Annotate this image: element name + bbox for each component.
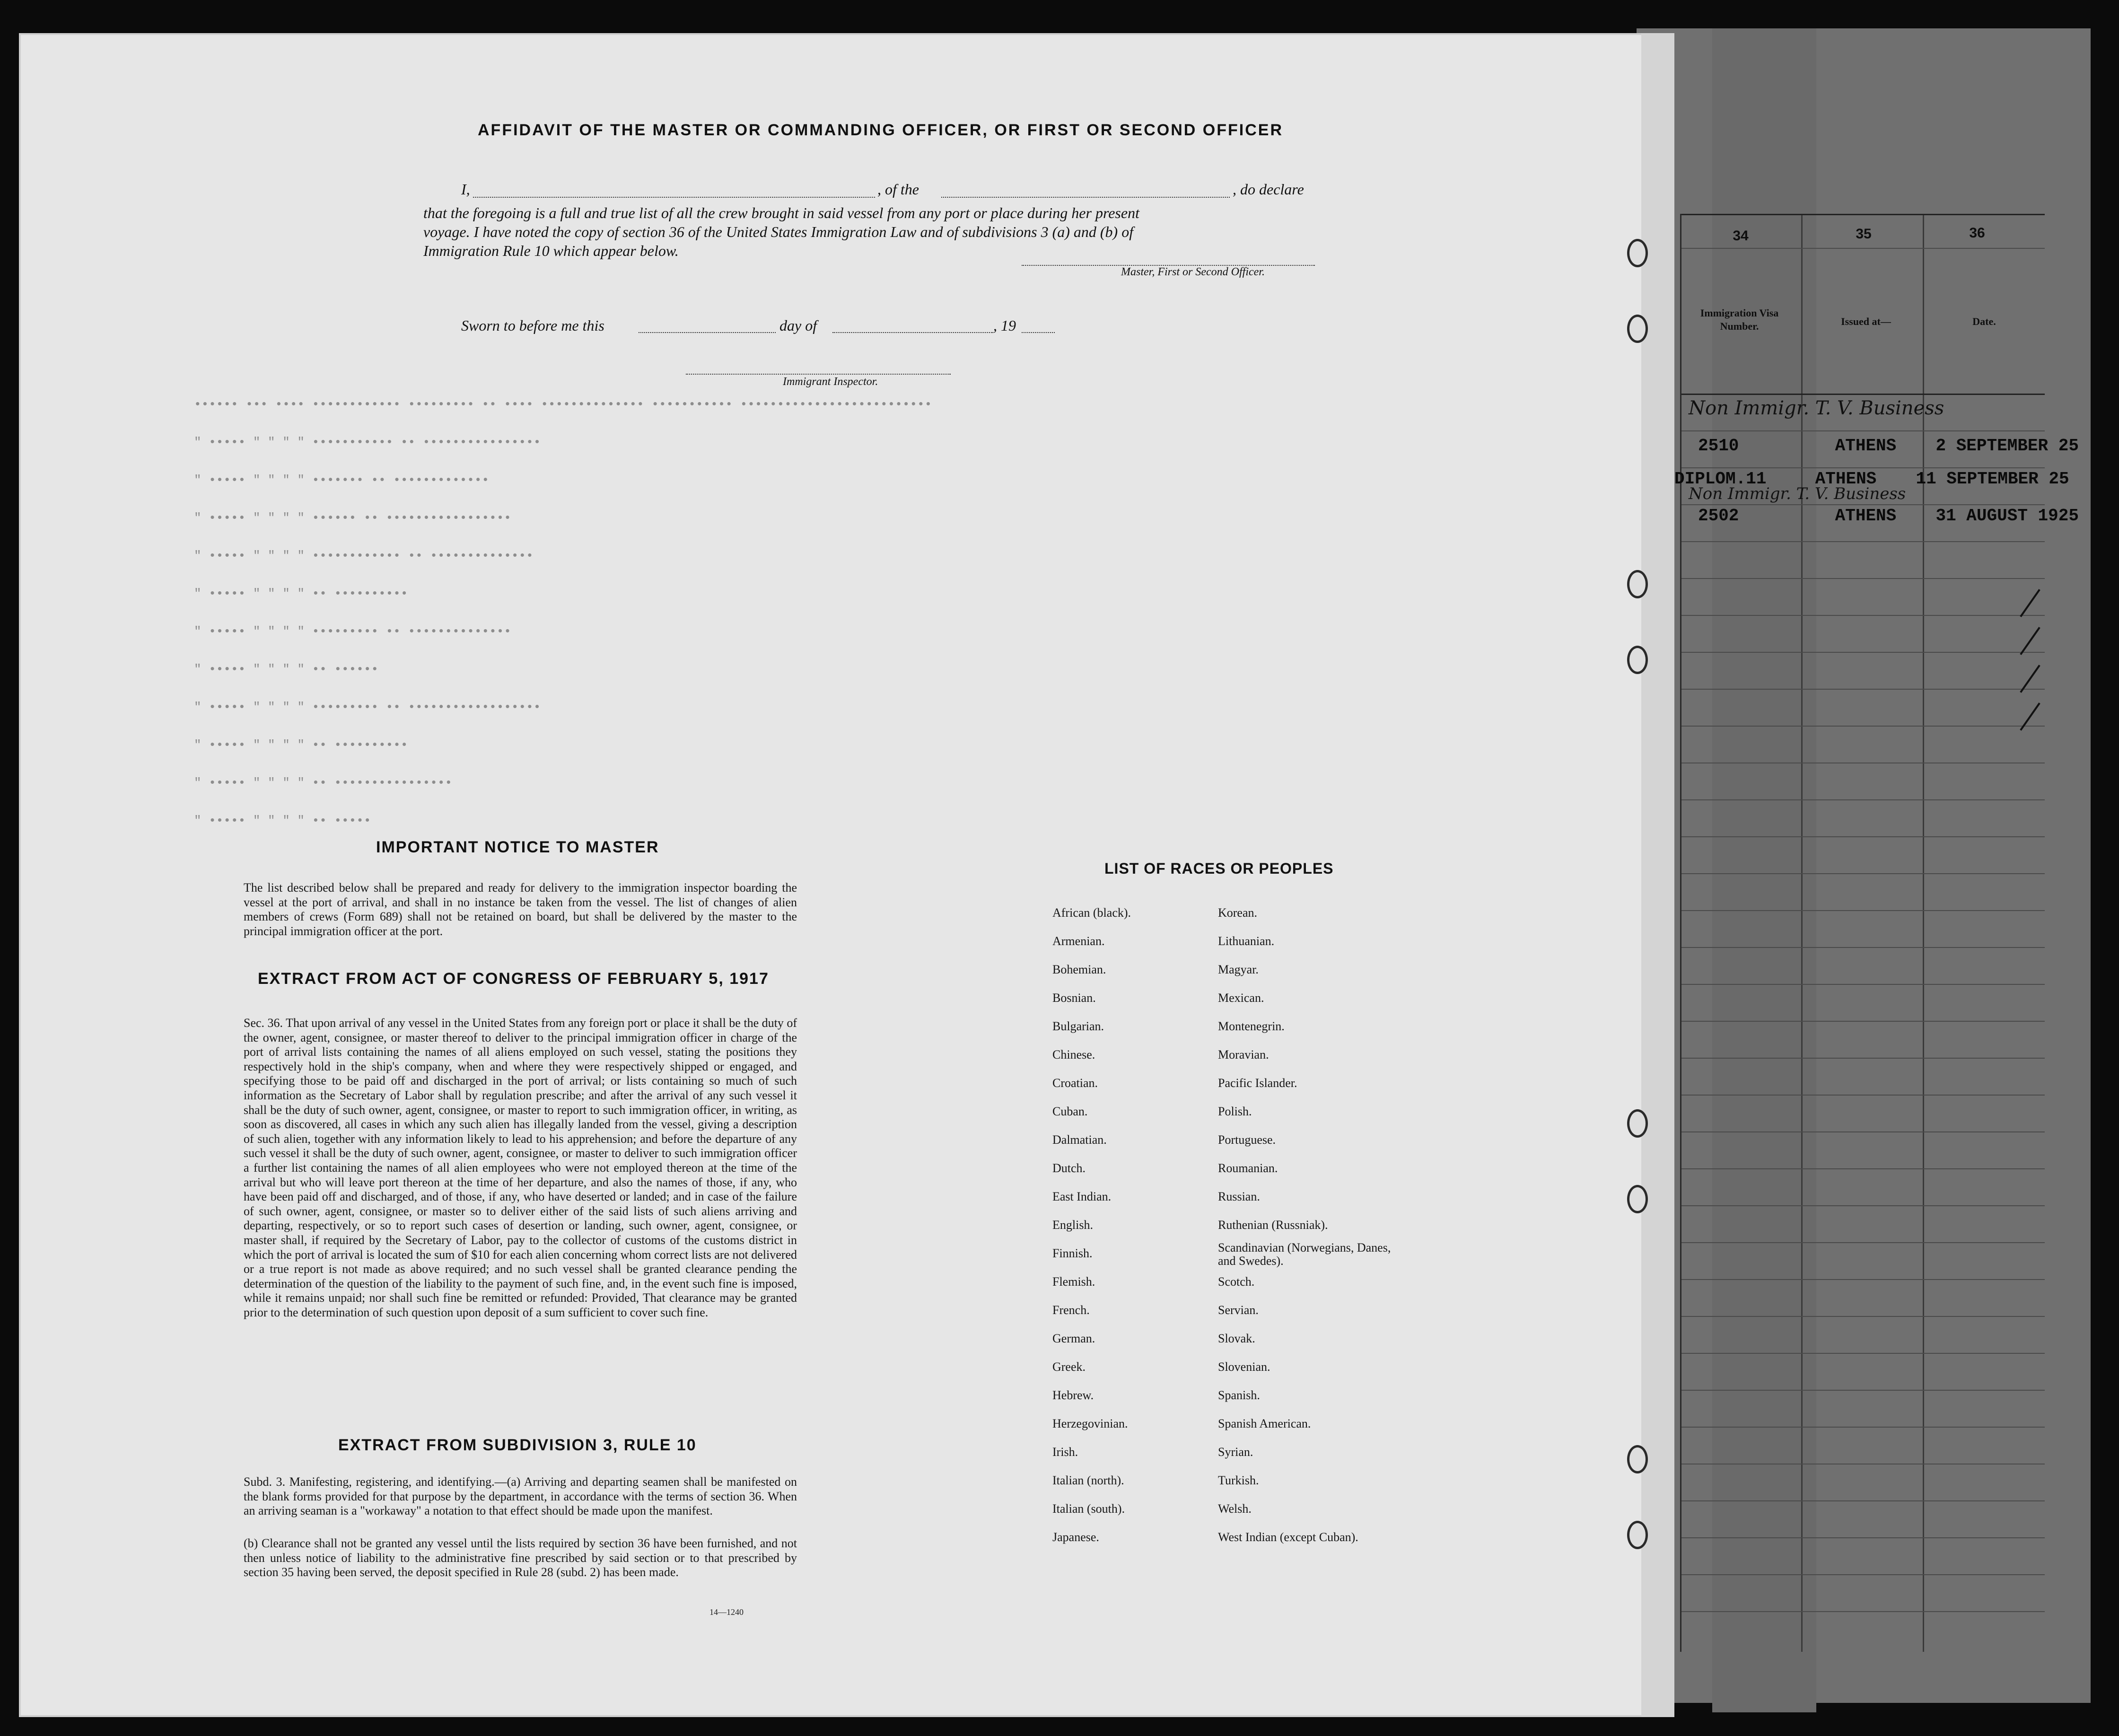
race-item: Flemish.	[1052, 1275, 1095, 1289]
grid-row-line	[1681, 1242, 2045, 1243]
column-header-date: Date.	[1972, 316, 1996, 327]
race-item: Turkish.	[1218, 1473, 1259, 1487]
bleed-through-text: " ••••• " " " " •• ••••••••••	[194, 738, 408, 752]
sworn-year-label: , 19	[993, 317, 1016, 334]
race-item: Greek.	[1052, 1360, 1086, 1374]
race-item: Slovenian.	[1218, 1360, 1270, 1374]
column-number-35: 35	[1856, 226, 1872, 242]
grid-row-line	[1681, 615, 2045, 616]
visa-row	[1698, 506, 2079, 526]
grid-row-line	[1681, 726, 2045, 727]
grid-row-line	[1681, 910, 2045, 911]
declare-label: , do declare	[1233, 181, 1304, 198]
race-item: African (black).	[1052, 906, 1131, 920]
race-item: German.	[1052, 1332, 1095, 1345]
grid-row-line	[1681, 1205, 2045, 1206]
race-item: Pacific Islander.	[1218, 1076, 1297, 1090]
binder-hole	[1627, 1445, 1648, 1473]
visa-place: ATHENS	[1835, 436, 1897, 456]
race-item: Slovak.	[1218, 1332, 1255, 1345]
handwritten-non-immigrant-note: Non Immigr. T. V. Business	[1689, 484, 1906, 503]
handwritten-non-immigrant-note: Non Immigr. T. V. Business	[1689, 397, 1944, 419]
race-item: Irish.	[1052, 1445, 1078, 1459]
race-item: Syrian.	[1218, 1445, 1253, 1459]
binder-hole	[1627, 1109, 1648, 1138]
visa-date: 2 SEPTEMBER 25	[1935, 436, 2079, 456]
sworn-month-blank	[832, 332, 993, 333]
visa-place: ATHENS	[1835, 506, 1897, 526]
race-item: Armenian.	[1052, 934, 1105, 948]
visa-number: 2510	[1698, 436, 1739, 456]
visa-date: 11 SEPTEMBER 25	[1916, 469, 2069, 489]
column-number-34: 34	[1733, 228, 1749, 244]
race-item: Bosnian.	[1052, 991, 1096, 1005]
subdivision-3b-text: (b) Clearance shall not be granted any vessel until the lists required by section 36 have been furnished, and not then unless notice of liability to the administrative fine prescribed by said section or to that prescribed by section 35 having been served, the deposit specified in Rule 28 (subd. 2) has been made.	[244, 1536, 797, 1579]
bleed-through-text: " ••••• " " " " •• ••••••••••	[194, 587, 408, 601]
binder-hole	[1627, 239, 1648, 267]
visa-columns-grid	[1680, 214, 2045, 1652]
grid-row-line	[1681, 248, 2045, 249]
visa-number: 2502	[1698, 506, 1739, 526]
race-item: Italian (south).	[1052, 1502, 1125, 1516]
race-item: Bohemian.	[1052, 963, 1106, 976]
grid-row-line	[1681, 799, 2045, 800]
grid-row-line	[1681, 467, 2045, 468]
race-item: Russian.	[1218, 1190, 1260, 1203]
visa-number: DIPLOM.11	[1674, 469, 1767, 489]
race-item: Montenegrin.	[1218, 1019, 1285, 1033]
inspector-label: Immigrant Inspector.	[783, 376, 878, 388]
bleed-through-text: " ••••• " " " " ••••••••• •• ••••••••••••••	[194, 624, 511, 639]
grid-row-line	[1681, 1279, 2045, 1280]
inspector-signature-blank	[686, 374, 951, 375]
column-number-36: 36	[1969, 225, 1985, 241]
race-item: Polish.	[1218, 1105, 1252, 1118]
race-item: Herzegovinian.	[1052, 1417, 1128, 1430]
subdivision-3a-text: Subd. 3. Manifesting, registering, and identifying.—(a) Arriving and departing seamen shall be manifested on the blank forms provided for that purpose by the department, in accordance with the terms of section 36. When an arriving seaman is a "workaway" a notation to that effect should be made upon the manifest.	[244, 1475, 797, 1518]
affidavit-text-line: that the foregoing is a full and true list of all the crew brought in said vessel from any port or place during her present	[423, 204, 1139, 221]
grid-row-line	[1681, 394, 2045, 395]
binder-hole	[1627, 1521, 1648, 1549]
race-item: Italian (north).	[1052, 1473, 1124, 1487]
race-item: Bulgarian.	[1052, 1019, 1104, 1033]
notice-text: The list described below shall be prepared and ready for delivery to the immigration inspector boarding the vessel at the port of arrival, and shall in no instance be taken from the vessel. The list of changes of alien members of crews (Form 689) shall not be retained on board, but shall be delivered by the master to the principal immigration officer at the port.	[244, 881, 797, 938]
column-header-issued-at: Issued at—	[1841, 316, 1891, 327]
bleed-through-text: " ••••• " " " " •••••• •• •••••••••••••••••	[194, 511, 511, 525]
column-header-visa-number: Immigration Visa Number.	[1700, 307, 1779, 332]
sworn-day-blank	[639, 332, 776, 333]
affidavit-title: AFFIDAVIT OF THE MASTER OR COMMANDING OFFICER, OR FIRST OR SECOND OFFICER	[478, 121, 1283, 139]
grid-row-line	[1681, 504, 2045, 505]
sworn-day-label: day of	[779, 317, 817, 334]
race-item: East Indian.	[1052, 1190, 1112, 1203]
declarant-name-blank	[473, 197, 875, 198]
grid-row-line	[1681, 1168, 2045, 1169]
form-number: 14—1240	[709, 1607, 744, 1617]
grid-row-line	[1681, 1611, 2045, 1612]
grid-row-line	[1681, 1500, 2045, 1501]
races-heading: LIST OF RACES OR PEOPLES	[1104, 860, 1334, 877]
race-item: Spanish American.	[1218, 1417, 1311, 1430]
grid-row-line	[1681, 1131, 2045, 1132]
race-item: Servian.	[1218, 1303, 1259, 1317]
race-item: Dalmatian.	[1052, 1133, 1107, 1147]
race-item: Korean.	[1218, 906, 1258, 920]
grid-row-line	[1681, 1427, 2045, 1428]
race-item: Scotch.	[1218, 1275, 1255, 1289]
race-item: Welsh.	[1218, 1502, 1252, 1516]
grid-col-divider	[1801, 214, 1803, 1652]
grid-row-line	[1681, 541, 2045, 542]
grid-row-line	[1681, 984, 2045, 985]
binder-hole	[1627, 570, 1648, 598]
grid-row-line	[1681, 1390, 2045, 1391]
race-item: Cuban.	[1052, 1105, 1088, 1118]
bleed-through-text: " ••••• " " " " •• •••••	[194, 814, 371, 828]
grid-row-line	[1681, 1316, 2045, 1317]
races-list-right	[1218, 899, 1407, 1552]
sworn-year-blank	[1022, 332, 1055, 333]
signature-label: Master, First or Second Officer.	[1121, 266, 1265, 278]
race-item: Scandinavian (Norwegians, Danes, and Swedes).	[1218, 1241, 1391, 1268]
grid-row-line	[1681, 1353, 2045, 1354]
bleed-through-text: " ••••• " " " " •• ••••••	[194, 662, 379, 676]
grid-row-line	[1681, 214, 2045, 215]
grid-col-divider	[1923, 214, 1924, 1652]
race-item: Ruthenian (Russniak).	[1218, 1218, 1328, 1232]
affidavit-text-line: Immigration Rule 10 which appear below.	[423, 242, 679, 259]
grid-row-line	[1681, 1021, 2045, 1022]
race-item: Dutch.	[1052, 1161, 1086, 1175]
visa-date: 31 AUGUST 1925	[1935, 506, 2079, 526]
races-list-left	[1052, 899, 1131, 1552]
act-extract-heading: EXTRACT FROM ACT OF CONGRESS OF FEBRUARY 5, 1917	[258, 970, 769, 988]
vessel-name-blank	[941, 197, 1230, 198]
bleed-through-text: •••••• ••• •••• •••••••••••• ••••••••• •• •••• •••••••••••••• ••••••••••• ••••••••••••••••••••••••••	[194, 397, 932, 412]
grid-row-line	[1681, 689, 2045, 690]
race-item: French.	[1052, 1303, 1090, 1317]
visa-row	[1698, 436, 2079, 456]
bleed-through-text: " ••••• " " " " ••••••••••• •• ••••••••••••••••	[194, 435, 541, 449]
grid-row-line	[1681, 430, 2045, 431]
affidavit-text-line: voyage. I have noted the copy of section 36 of the United States Immigration Law and of subdivisions 3 (a) and (b) of	[423, 223, 1134, 240]
race-item: Mexican.	[1218, 991, 1264, 1005]
sworn-label: Sworn to before me this	[461, 317, 604, 334]
grid-row-line	[1681, 873, 2045, 874]
binder-hole	[1627, 1185, 1648, 1213]
race-item: Portuguese.	[1218, 1133, 1276, 1147]
race-item: English.	[1052, 1218, 1093, 1232]
race-item: Finnish.	[1052, 1246, 1093, 1260]
bleed-through-text: " ••••• " " " " ••••••••• •• ••••••••••••••••••	[194, 700, 541, 714]
grid-row-line	[1681, 1574, 2045, 1575]
race-item: Roumanian.	[1218, 1161, 1278, 1175]
grid-row-line	[1681, 836, 2045, 837]
visa-place: ATHENS	[1815, 469, 1877, 489]
binder-hole	[1627, 315, 1648, 343]
grid-row-line	[1681, 578, 2045, 579]
affidavit-page	[19, 33, 1674, 1717]
bleed-through-text: " ••••• " " " " •••••••••••• •• ••••••••••••••	[194, 549, 534, 563]
race-item: Chinese.	[1052, 1048, 1095, 1061]
section-36-text: Sec. 36. That upon arrival of any vessel in the United States from any foreign port or place it shall be the duty of the owner, agent, consignee, or master thereof to deliver to the principal immigration officer in charge of the port of arrival lists containing the names of all aliens employed on such vessel, stating the positions they respectively hold in the ship's company, when and where they were respectively shipped or engaged, and specifying those to be paid off and discharged in the port of arrival; or lists containing so much of such information as the Secretary of Labor shall by regulation prescribe; and after the arrival of any such vessel it shall be the duty of such owner, agent, consignee, or master to report to such immigration officer, in writing, as soon as discovered, all cases in which any such alien has illegally landed from the vessel, giving a description of such alien, together with any information likely to lead to his apprehension; and before the departure of any such vessel it shall be the duty of such owner, agent, consignee, or master to deliver to such immigration officer a further list containing the names of all alien employees who were not employed thereon at the time of the arrival but who will leave port thereon at the time of her departure, and also the names of those, if any, who have been paid off and discharged, and of those, if any, who have deserted or landed; and in case of the failure of such owner, agent, consignee, or master so to deliver either of the said lists of such aliens arriving and departing, respectively, or so to report such cases of desertion or landing, such owner, agent, consignee, or master shall, if required by the Secretary of Labor, pay to the collector of customs of the customs district in which the port of arrival is located the sum of $10 for each alien concerning whom correct lists are not delivered or a true report is not made as above required; and no such vessel shall be granted clearance pending the determination of the question of the liability to the payment of such fine, and, in the event such fine is imposed, while it remains unpaid; nor shall such fine be remitted or refunded: Provided, That clearance may be granted prior to the determination of such question upon deposit of a sum sufficient to cover such fine.	[244, 1016, 797, 1319]
bleed-through-text: " ••••• " " " " •• ••••••••••••••••	[194, 776, 453, 790]
binder-hole	[1627, 646, 1648, 674]
grid-row-line	[1681, 1537, 2045, 1538]
vessel-label: , of the	[877, 181, 919, 198]
race-item: Lithuanian.	[1218, 934, 1275, 948]
race-item: Spanish.	[1218, 1388, 1260, 1402]
declarant-label: I,	[461, 181, 470, 198]
grid-row-line	[1681, 652, 2045, 653]
race-item: Japanese.	[1052, 1530, 1099, 1544]
grid-row-line	[1681, 1095, 2045, 1096]
race-item: Moravian.	[1218, 1048, 1269, 1061]
notice-heading: IMPORTANT NOTICE TO MASTER	[376, 838, 659, 856]
race-item: West Indian (except Cuban).	[1218, 1530, 1358, 1544]
race-item: Magyar.	[1218, 963, 1259, 976]
grid-row-line	[1681, 947, 2045, 948]
race-item: Croatian.	[1052, 1076, 1098, 1090]
rule-extract-heading: EXTRACT FROM SUBDIVISION 3, RULE 10	[338, 1436, 697, 1454]
bleed-through-text: " ••••• " " " " ••••••• •• •••••••••••••	[194, 473, 490, 487]
grid-row-line	[1681, 1058, 2045, 1059]
race-item: Hebrew.	[1052, 1388, 1094, 1402]
